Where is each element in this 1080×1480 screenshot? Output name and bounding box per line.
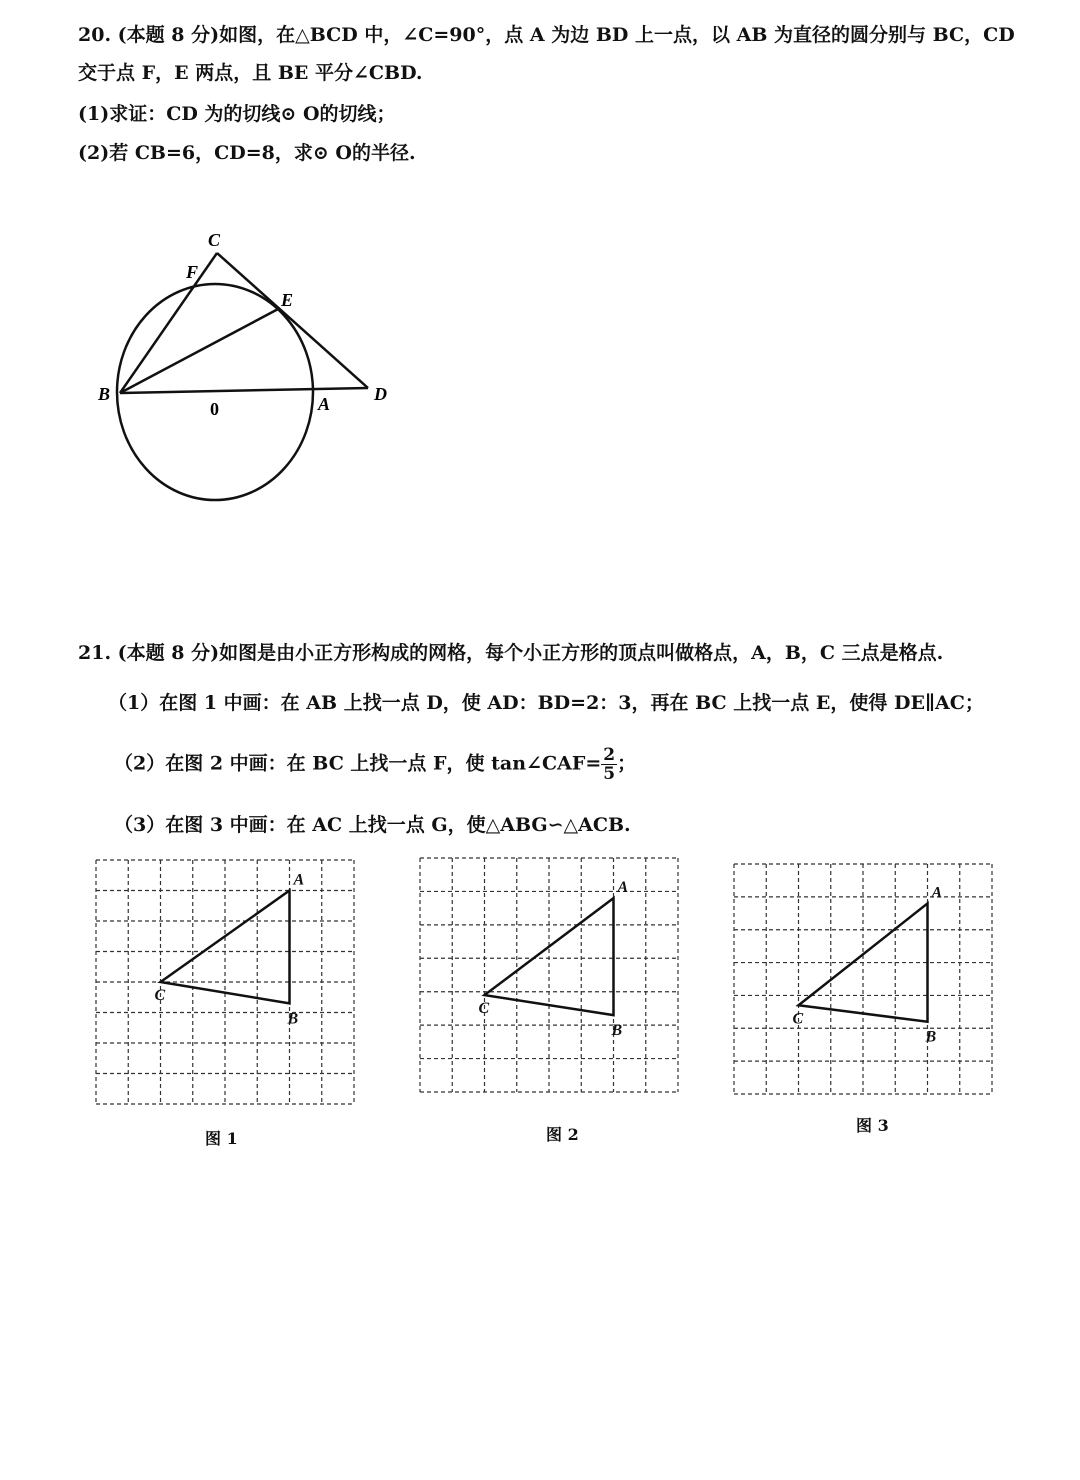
q21-part1: （1）在图 1 中画：在 AB 上找一点 D，使 AD：BD=2：3，再在 BC 上找一点 E，使得 DE∥AC；: [108, 692, 984, 714]
grid-figure-3: [732, 862, 996, 1098]
label-o: 0: [210, 399, 219, 419]
label-c: C: [208, 230, 221, 250]
grid-label-b: B: [611, 1022, 623, 1040]
grid-label-c: C: [154, 987, 166, 1004]
caption-figure-3: 图 3: [856, 1116, 889, 1135]
label-d: D: [374, 384, 387, 404]
grid-label-c: C: [478, 1000, 490, 1018]
q20-part2: (2)若 CB=6，CD=8，求⊙ O的半径.: [78, 142, 416, 164]
grid-label-a: A: [617, 879, 629, 897]
q20-line1: 20. (本题 8 分)如图，在△BCD 中，∠C=90°，点 A 为边 BD 上一点，以 AB 为直径的圆分别与 BC，CD: [78, 24, 1015, 46]
q21-line1: 21. (本题 8 分)如图是由小正方形构成的网格，每个小正方形的顶点叫做格点，A，B，C 三点是格点.: [78, 642, 944, 664]
q21-part2-suffix: ；: [617, 752, 637, 775]
grid-figure-2: [418, 856, 682, 1096]
q20-figure: [90, 220, 410, 520]
label-a: A: [318, 394, 331, 414]
q21-part2-prefix: （2）在图 2 中画：在 BC 上找一点 F，使 tan∠CAF=: [114, 752, 602, 775]
label-b: B: [98, 384, 111, 404]
grid-label-c: C: [792, 1010, 804, 1028]
caption-figure-1: 图 1: [205, 1129, 238, 1148]
label-f: F: [186, 262, 199, 282]
segment-bd: [120, 388, 368, 393]
grid-label-a: A: [293, 871, 305, 889]
caption-figure-2: 图 2: [546, 1125, 579, 1144]
q21-part3: （3）在图 3 中画：在 AC 上找一点 G，使△ABG∽△ACB.: [114, 814, 631, 836]
q20-part1: (1)求证：CD 为的切线⊙ O的切线；: [78, 103, 396, 125]
q20-line2: 交于点 F，E 两点，且 BE 平分∠CBD.: [78, 62, 423, 84]
grid-label-a: A: [931, 884, 943, 902]
grid-label-b: B: [287, 1010, 299, 1028]
fraction-denominator: 5: [603, 764, 616, 784]
label-e: E: [281, 290, 294, 310]
fraction-numerator: 2: [603, 745, 616, 765]
fraction-two-fifths: [601, 746, 617, 783]
grid-figure-1: [94, 858, 358, 1108]
q21-part2: [114, 746, 636, 783]
grid-label-b: B: [925, 1028, 937, 1046]
segment-be: [120, 308, 280, 393]
segment-cd: [217, 253, 368, 388]
